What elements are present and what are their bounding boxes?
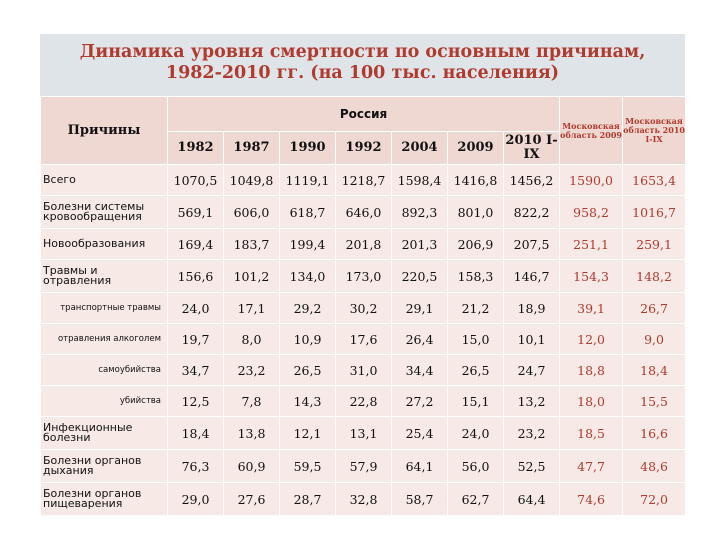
moscow-value-cell: 18,4 [623, 355, 686, 386]
russia-value-cell: 201,3 [392, 229, 448, 260]
moscow-value-cell: 1653,4 [623, 165, 686, 196]
russia-value-cell: 24,0 [448, 417, 504, 450]
russia-value-cell: 64,1 [392, 450, 448, 483]
russia-value-cell: 618,7 [280, 196, 336, 229]
slide [40, 34, 685, 512]
russia-value-cell: 28,7 [280, 483, 336, 516]
row-cause: отравления алкоголем [41, 324, 168, 355]
russia-value-cell: 26,4 [392, 324, 448, 355]
russia-value-cell: 1119,1 [280, 165, 336, 196]
header-year: 1982 [168, 132, 224, 165]
russia-value-cell: 1049,8 [224, 165, 280, 196]
russia-value-cell: 29,0 [168, 483, 224, 516]
header-moscow-2009: Московская область 2009 [560, 97, 623, 165]
table-row [41, 260, 686, 293]
moscow-value-cell: 15,5 [623, 386, 686, 417]
header-year: 1987 [224, 132, 280, 165]
russia-value-cell: 26,5 [448, 355, 504, 386]
russia-value-cell: 134,0 [280, 260, 336, 293]
row-cause: Болезни системы кровообращения [41, 196, 168, 229]
russia-value-cell: 1416,8 [448, 165, 504, 196]
moscow-value-cell: 958,2 [560, 196, 623, 229]
russia-value-cell: 57,9 [336, 450, 392, 483]
russia-value-cell: 13,1 [336, 417, 392, 450]
russia-value-cell: 646,0 [336, 196, 392, 229]
russia-value-cell: 207,5 [504, 229, 560, 260]
header-causes: Причины [41, 97, 168, 165]
russia-value-cell: 10,9 [280, 324, 336, 355]
russia-value-cell: 19,7 [168, 324, 224, 355]
russia-value-cell: 7,8 [224, 386, 280, 417]
table-row [41, 483, 686, 516]
row-cause: транспортные травмы [41, 293, 168, 324]
russia-value-cell: 220,5 [392, 260, 448, 293]
russia-value-cell: 10,1 [504, 324, 560, 355]
title-line-2: 1982-2010 гг. (на 100 тыс. населения) [165, 63, 560, 83]
russia-value-cell: 101,2 [224, 260, 280, 293]
russia-value-cell: 169,4 [168, 229, 224, 260]
russia-value-cell: 25,4 [392, 417, 448, 450]
moscow-value-cell: 259,1 [623, 229, 686, 260]
russia-value-cell: 30,2 [336, 293, 392, 324]
russia-value-cell: 22,8 [336, 386, 392, 417]
russia-value-cell: 183,7 [224, 229, 280, 260]
russia-value-cell: 24,7 [504, 355, 560, 386]
moscow-value-cell: 72,0 [623, 483, 686, 516]
russia-value-cell: 199,4 [280, 229, 336, 260]
russia-value-cell: 29,2 [280, 293, 336, 324]
table-body [41, 165, 686, 516]
table-row [41, 196, 686, 229]
header-year: 2010 I-IX [504, 132, 560, 165]
russia-value-cell: 76,3 [168, 450, 224, 483]
russia-value-cell: 12,1 [280, 417, 336, 450]
header-russia: Россия [168, 97, 560, 132]
russia-value-cell: 29,1 [392, 293, 448, 324]
russia-value-cell: 34,4 [392, 355, 448, 386]
table-row [41, 386, 686, 417]
moscow-value-cell: 1590,0 [560, 165, 623, 196]
row-cause: Болезни органов пищеварения [41, 483, 168, 516]
russia-value-cell: 58,7 [392, 483, 448, 516]
russia-value-cell: 18,9 [504, 293, 560, 324]
moscow-value-cell: 9,0 [623, 324, 686, 355]
row-cause: Инфекционные болезни [41, 417, 168, 450]
table-row [41, 165, 686, 196]
title-line-1: Динамика уровня смертности по основным причинам, [79, 42, 646, 62]
russia-value-cell: 13,2 [504, 386, 560, 417]
header-moscow-2010: Московская область 2010 I-IX [623, 97, 686, 165]
russia-value-cell: 27,2 [392, 386, 448, 417]
table-row [41, 293, 686, 324]
table-row [41, 450, 686, 483]
russia-value-cell: 156,6 [168, 260, 224, 293]
russia-value-cell: 56,0 [448, 450, 504, 483]
russia-value-cell: 201,8 [336, 229, 392, 260]
row-cause: Болезни органов дыхания [41, 450, 168, 483]
russia-value-cell: 21,2 [448, 293, 504, 324]
russia-value-cell: 206,9 [448, 229, 504, 260]
russia-value-cell: 1070,5 [168, 165, 224, 196]
moscow-value-cell: 18,0 [560, 386, 623, 417]
russia-value-cell: 1456,2 [504, 165, 560, 196]
russia-value-cell: 15,1 [448, 386, 504, 417]
russia-value-cell: 26,5 [280, 355, 336, 386]
russia-value-cell: 23,2 [224, 355, 280, 386]
russia-value-cell: 13,8 [224, 417, 280, 450]
row-cause: убийства [41, 386, 168, 417]
russia-value-cell: 27,6 [224, 483, 280, 516]
russia-value-cell: 1218,7 [336, 165, 392, 196]
header-year: 1992 [336, 132, 392, 165]
russia-value-cell: 52,5 [504, 450, 560, 483]
moscow-value-cell: 18,5 [560, 417, 623, 450]
russia-value-cell: 822,2 [504, 196, 560, 229]
russia-value-cell: 60,9 [224, 450, 280, 483]
russia-value-cell: 8,0 [224, 324, 280, 355]
moscow-value-cell: 47,7 [560, 450, 623, 483]
slide-title [40, 34, 685, 96]
russia-value-cell: 14,3 [280, 386, 336, 417]
russia-value-cell: 59,5 [280, 450, 336, 483]
table-row [41, 417, 686, 450]
header-year: 2009 [448, 132, 504, 165]
russia-value-cell: 64,4 [504, 483, 560, 516]
russia-value-cell: 15,0 [448, 324, 504, 355]
moscow-value-cell: 12,0 [560, 324, 623, 355]
russia-value-cell: 569,1 [168, 196, 224, 229]
russia-value-cell: 34,7 [168, 355, 224, 386]
moscow-value-cell: 18,8 [560, 355, 623, 386]
russia-value-cell: 24,0 [168, 293, 224, 324]
russia-value-cell: 23,2 [504, 417, 560, 450]
table-row [41, 229, 686, 260]
moscow-value-cell: 48,6 [623, 450, 686, 483]
russia-value-cell: 18,4 [168, 417, 224, 450]
row-cause: Травмы и отравления [41, 260, 168, 293]
russia-value-cell: 12,5 [168, 386, 224, 417]
russia-value-cell: 17,6 [336, 324, 392, 355]
moscow-value-cell: 74,6 [560, 483, 623, 516]
russia-value-cell: 173,0 [336, 260, 392, 293]
russia-value-cell: 892,3 [392, 196, 448, 229]
mortality-table [40, 96, 686, 516]
row-cause: самоубийства [41, 355, 168, 386]
row-cause: Всего [41, 165, 168, 196]
russia-value-cell: 31,0 [336, 355, 392, 386]
russia-value-cell: 1598,4 [392, 165, 448, 196]
moscow-value-cell: 251,1 [560, 229, 623, 260]
table-row [41, 355, 686, 386]
moscow-value-cell: 154,3 [560, 260, 623, 293]
header-year: 1990 [280, 132, 336, 165]
russia-value-cell: 606,0 [224, 196, 280, 229]
russia-value-cell: 158,3 [448, 260, 504, 293]
moscow-value-cell: 26,7 [623, 293, 686, 324]
russia-value-cell: 62,7 [448, 483, 504, 516]
moscow-value-cell: 148,2 [623, 260, 686, 293]
russia-value-cell: 32,8 [336, 483, 392, 516]
moscow-value-cell: 16,6 [623, 417, 686, 450]
moscow-value-cell: 39,1 [560, 293, 623, 324]
header-year: 2004 [392, 132, 448, 165]
russia-value-cell: 801,0 [448, 196, 504, 229]
row-cause: Новообразования [41, 229, 168, 260]
table-row [41, 324, 686, 355]
moscow-value-cell: 1016,7 [623, 196, 686, 229]
russia-value-cell: 17,1 [224, 293, 280, 324]
russia-value-cell: 146,7 [504, 260, 560, 293]
